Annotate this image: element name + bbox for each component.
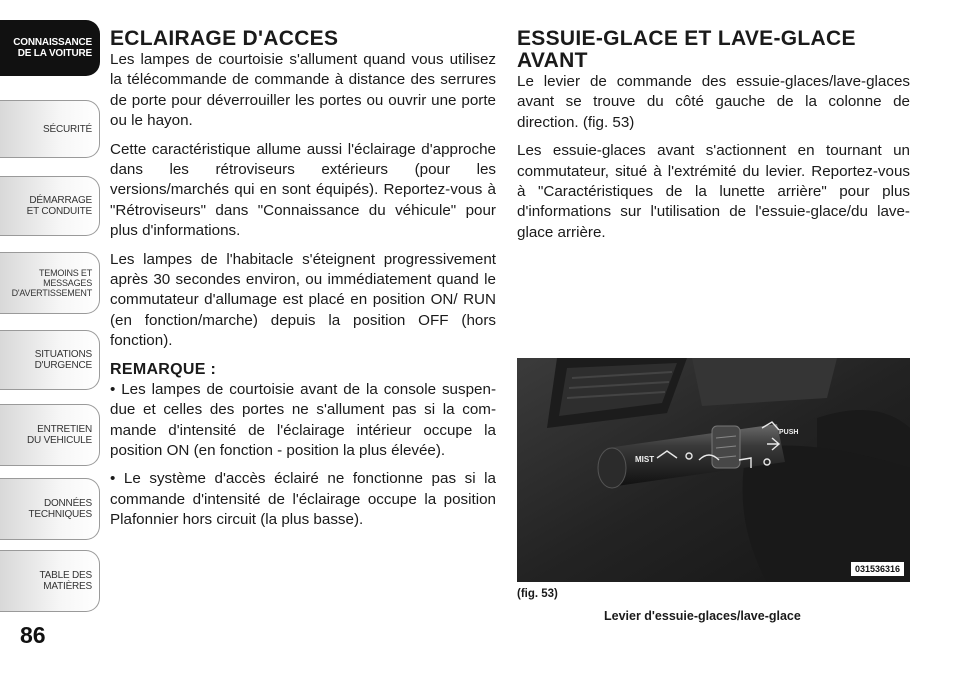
tab-label: SÉCURITÉ	[43, 123, 92, 135]
mist-label: MIST	[635, 455, 655, 464]
tab-securite[interactable]	[0, 100, 100, 158]
figure-code: 031536316	[851, 562, 904, 576]
figure-caption: Levier d'essuie-glaces/lave-glace	[604, 609, 801, 623]
wiper-lever-photo	[517, 358, 910, 582]
note-title: REMARQUE :	[110, 360, 217, 378]
note-bullet: • Les lampes de courtoisie avant de la console suspendue et celles des portes ne s'allument pas si la commande d'intensité de l'éclairage intérieur occupe la position ON (en fonction - position la plus élevée).	[110, 380, 496, 459]
paragraph: Les essuie-glaces avant s'actionnent en tournant un commutateur, situé à l'extrémité du levier. Reportez-vous à "Caractéristiques de la lunette arrière" pour plus d'informations sur l'utilisation de l'essuie-glace/du lave-glace arrière.	[517, 142, 910, 241]
paragraph: Le levier de commande des essuie-glaces/lave-glaces avant se trouve du côté gauche de la colonne de direction. (fig. 53)	[517, 73, 910, 131]
left-column	[110, 28, 496, 539]
tab-situations[interactable]	[0, 330, 100, 390]
figure-reference: (fig. 53)	[517, 588, 558, 600]
tab-label: DÉMARRAGE ET CONDUITE	[26, 195, 92, 217]
page-number: 86	[20, 622, 46, 648]
tab-table-des-matieres[interactable]	[0, 550, 100, 612]
tab-label: ENTRETIEN DU VEHICULE	[26, 424, 92, 446]
tab-donnees[interactable]	[0, 478, 100, 540]
tab-temoins[interactable]	[0, 252, 100, 314]
tab-connaissance[interactable]	[0, 20, 100, 76]
tab-demarrage[interactable]	[0, 176, 100, 236]
paragraph: Les lampes de l'habitacle s'éteignent progressivement après 30 secondes environ, ou immédiatement quand le commutateur d'allumage est placé en position ON/ RUN (en fonction/marche) depuis la position OFF (hors fonction).	[110, 250, 496, 350]
tab-label: TABLE DES MATIÈRES	[39, 570, 92, 592]
tab-entretien[interactable]	[0, 404, 100, 466]
section-title-eclairage: ECLAIRAGE D'ACCES	[110, 27, 339, 50]
paragraph: Cette caractéristique allume aussi l'éclairage d'approche dans les rétroviseurs extérieurs (pour les versions/marchés qui en sont équipés). Reportez-vous à "Rétroviseurs" dans "Connaissance du véhicule" pour plus d'informations.	[110, 140, 496, 240]
push-label: PUSH	[779, 429, 799, 436]
tab-label: TEMOINS ET MESSAGES D'AVERTISSEMENT	[11, 268, 92, 298]
tab-label: DONNÉES TECHNIQUES	[28, 498, 92, 520]
tab-label: CONNAISSANCE DE LA VOITURE	[13, 37, 92, 59]
wiper-lever-illustration	[517, 358, 910, 582]
section-title-essuie-glace: ESSUIE-GLACE ET LAVE-GLACE AVANT	[517, 27, 856, 72]
tab-label: SITUATIONS D'URGENCE	[34, 349, 92, 371]
note-bullet: • Le système d'accès éclairé ne fonctionne pas si la commande d'intensité de l'éclairage occupe la position Plafonnier hors circuit (la plus basse).	[110, 470, 496, 529]
paragraph: Les lampes de courtoisie s'allument quand vous utilisez la télécommande de commande à distance des serrures de porte pour déverrouiller les portes ou ouvrir une porte ou le hayon.	[110, 51, 496, 130]
right-column	[517, 28, 910, 251]
